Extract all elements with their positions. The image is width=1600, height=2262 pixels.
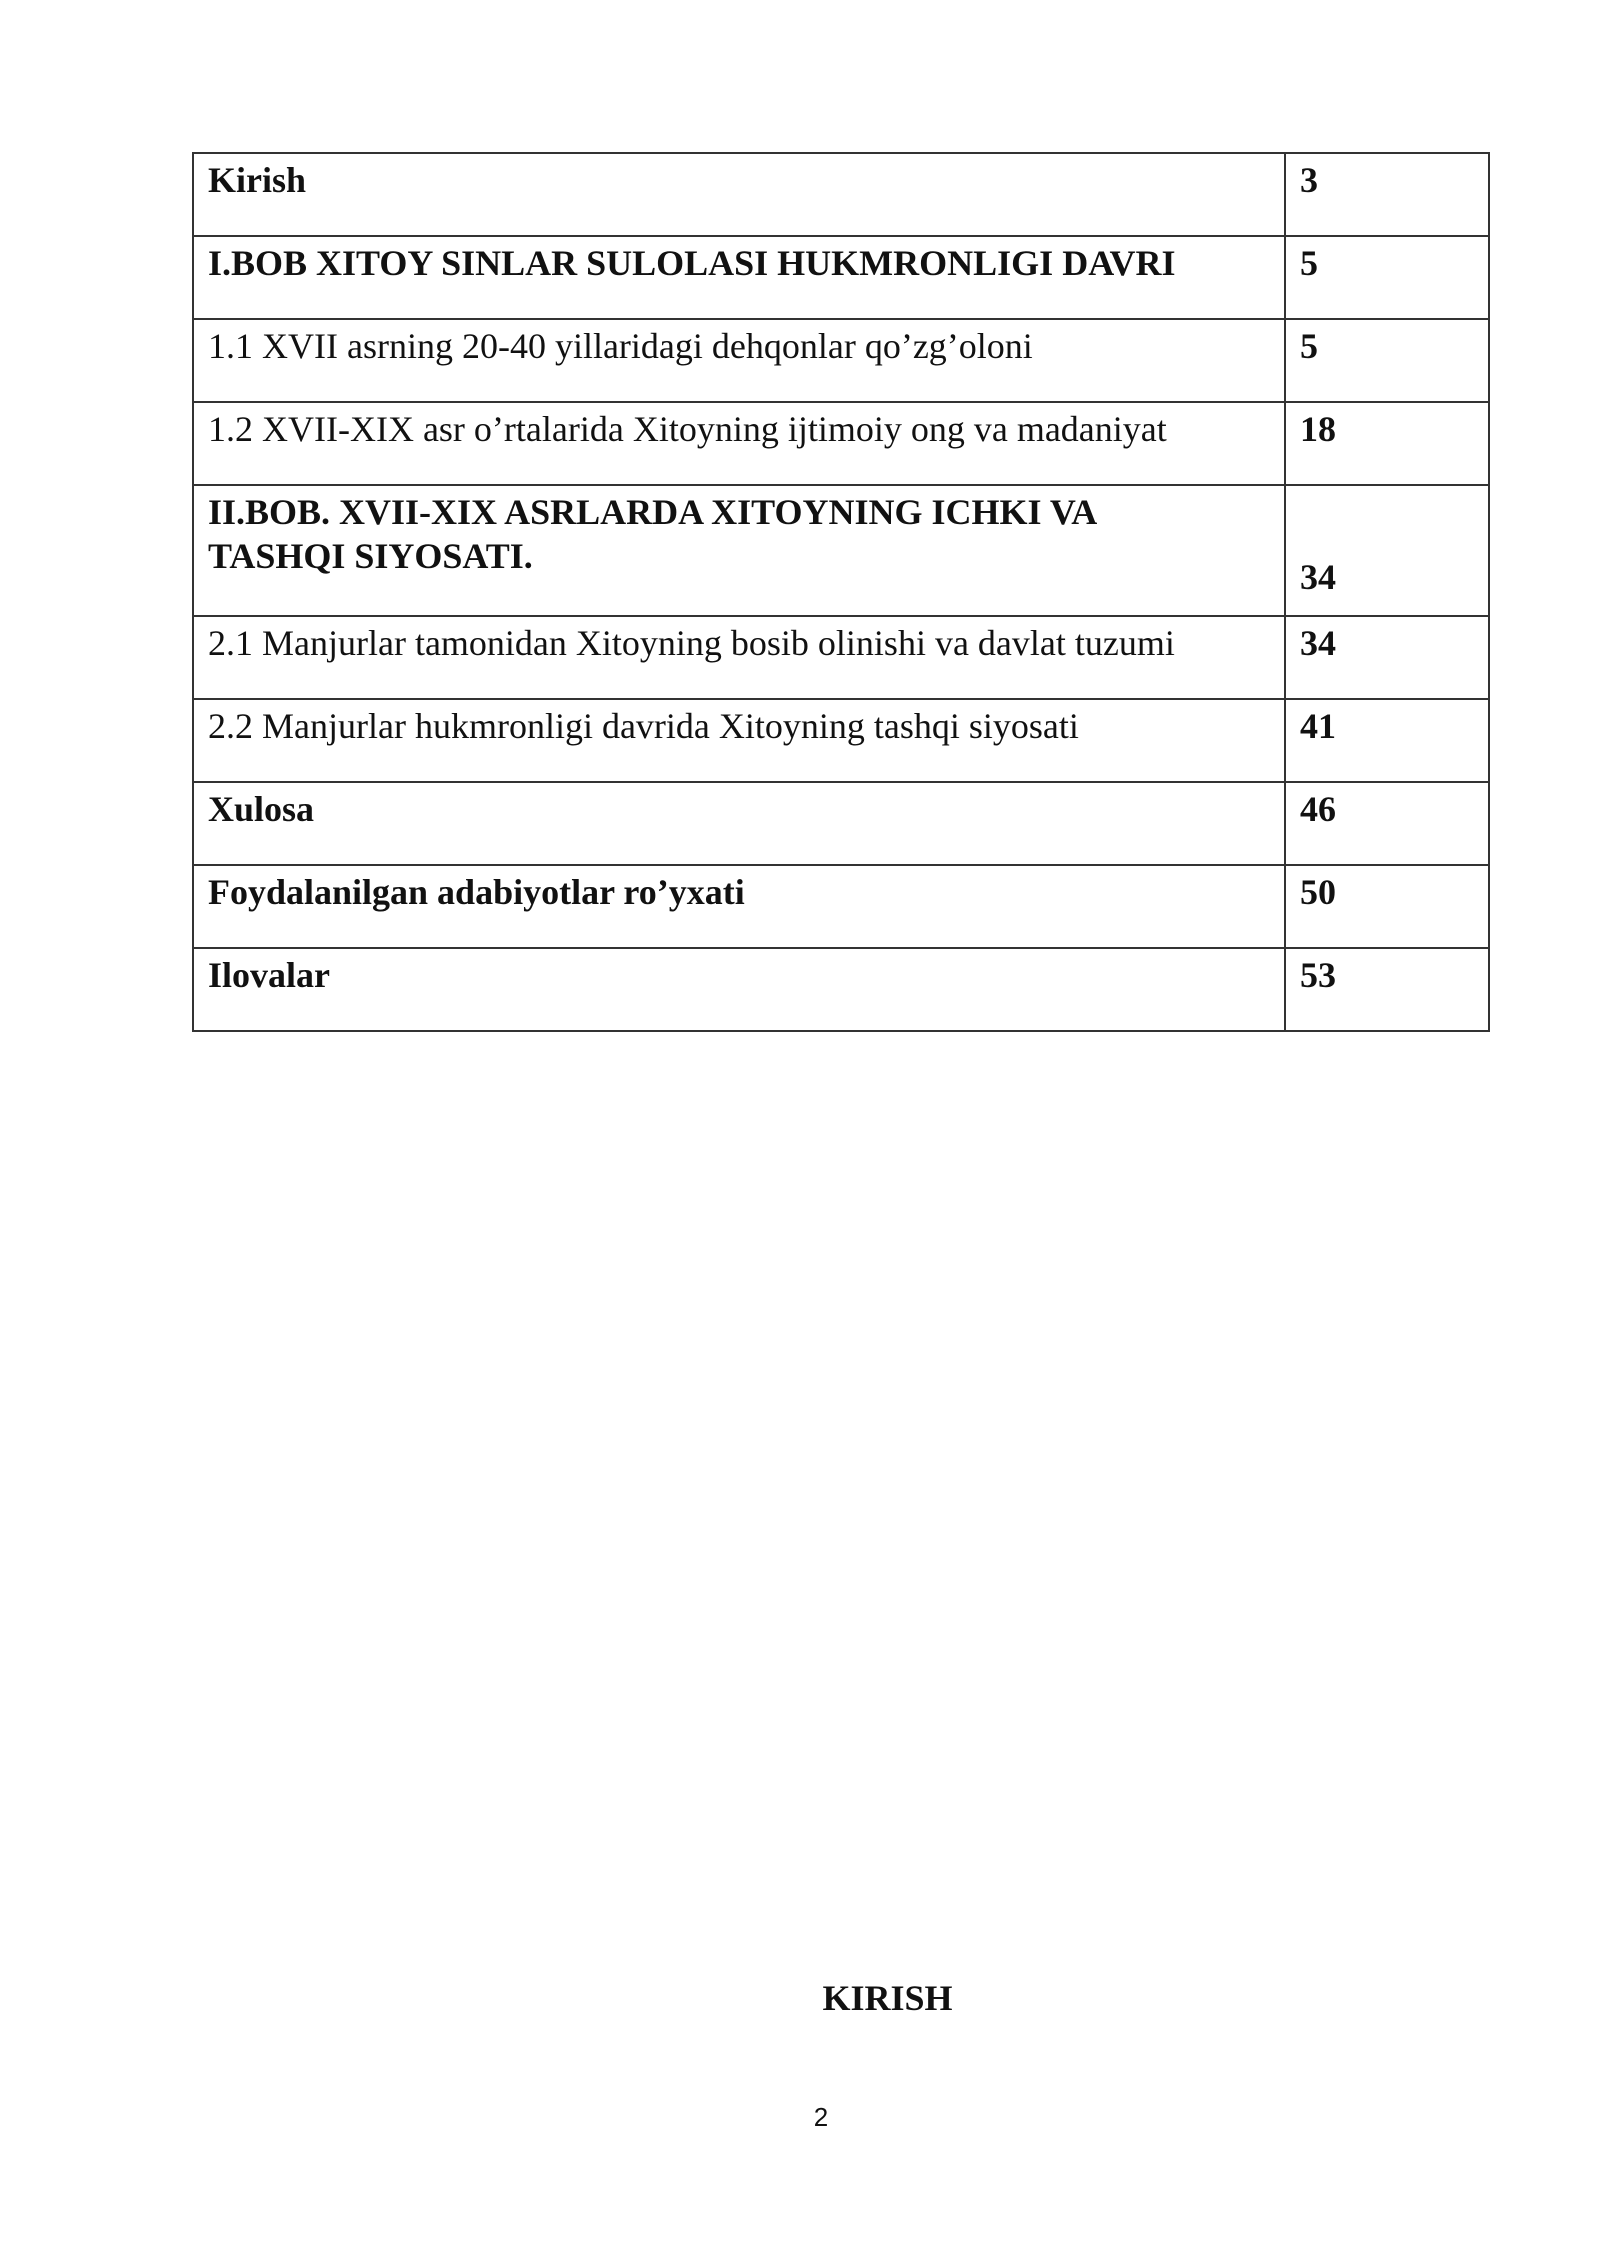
- toc-page-cell: [1285, 616, 1489, 699]
- toc-row-section-1-1: [193, 319, 1489, 402]
- toc-page-number: 5: [1300, 243, 1318, 283]
- toc-page-cell: [1285, 865, 1489, 948]
- toc-row-kirish: [193, 153, 1489, 236]
- toc-title: 2.1 Manjurlar tamonidan Xitoyning bosib olinishi va davlat tuzumi: [208, 623, 1175, 663]
- toc-page-number: 41: [1300, 706, 1336, 746]
- toc-title: I.BOB XITOY SINLAR SULOLASI HUKMRONLIGI DAVRI: [208, 243, 1176, 283]
- toc-row-section-2-1: [193, 616, 1489, 699]
- toc-page-cell: [1285, 402, 1489, 485]
- toc-title-cell: [193, 485, 1285, 616]
- toc-row-chapter-1: [193, 236, 1489, 319]
- table-of-contents: [192, 152, 1490, 1032]
- toc-title: 1.1 XVII asrning 20-40 yillaridagi dehqonlar qo’zg’oloni: [208, 326, 1033, 366]
- toc-title-cell: [193, 402, 1285, 485]
- toc-page-number: 46: [1300, 789, 1336, 829]
- toc-title: 1.2 XVII-XIX asr o’rtalarida Xitoyning ijtimoiy ong va madaniyat: [208, 409, 1167, 449]
- toc-row-appendices: [193, 948, 1489, 1031]
- toc-title-cell: [193, 699, 1285, 782]
- toc-page-cell: [1285, 319, 1489, 402]
- toc-title-cell: [193, 236, 1285, 319]
- toc-row-section-1-2: [193, 402, 1489, 485]
- toc-page-number: 50: [1300, 872, 1336, 912]
- toc-title-cell: [193, 948, 1285, 1031]
- toc-page-cell: [1285, 236, 1489, 319]
- toc-title-cell: [193, 153, 1285, 236]
- section-heading: KIRISH: [822, 1978, 953, 2018]
- toc-page-number: 34: [1300, 623, 1336, 663]
- toc-page-number: 18: [1300, 409, 1336, 449]
- toc-row-chapter-2: [193, 485, 1489, 616]
- page-number: 2: [813, 2102, 829, 2132]
- toc-title: 2.2 Manjurlar hukmronligi davrida Xitoyning tashqi siyosati: [208, 706, 1079, 746]
- toc-title-cell: [193, 319, 1285, 402]
- toc-title-cell: [193, 616, 1285, 699]
- toc-row-section-2-2: [193, 699, 1489, 782]
- toc-title-line-1: II.BOB. XVII-XIX ASRLARDA XITOYNING ICHKI VA: [208, 492, 1098, 532]
- toc-page-number: 5: [1300, 326, 1318, 366]
- toc-row-xulosa: [193, 782, 1489, 865]
- toc-page-cell: [1285, 153, 1489, 236]
- toc-title: Foydalanilgan adabiyotlar ro’yxati: [208, 872, 745, 912]
- toc-page-cell: [1285, 485, 1489, 616]
- toc-page-cell: [1285, 782, 1489, 865]
- toc-title-line-2: TASHQI SIYOSATI.: [208, 536, 533, 576]
- toc-title-cell: [193, 782, 1285, 865]
- toc-page-number: 34: [1300, 557, 1336, 597]
- toc-page-number: 53: [1300, 955, 1336, 995]
- toc-page-number: 3: [1300, 160, 1318, 200]
- toc-row-references: [193, 865, 1489, 948]
- toc-title: Xulosa: [208, 789, 315, 829]
- toc-title: Kirish: [208, 160, 307, 200]
- toc-title-cell: [193, 865, 1285, 948]
- toc-page-cell: [1285, 948, 1489, 1031]
- toc-title: [208, 486, 1270, 578]
- toc-page-cell: [1285, 699, 1489, 782]
- toc-title: Ilovalar: [208, 955, 330, 995]
